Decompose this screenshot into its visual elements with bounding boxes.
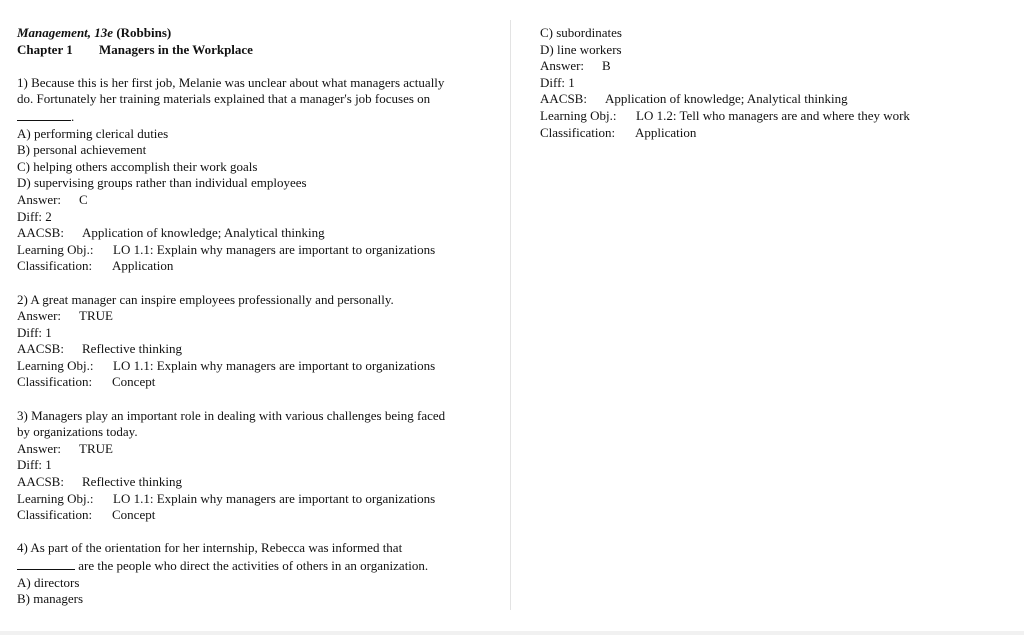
diff-line: Diff: 2 [17,208,52,224]
aacsb-line: AACSB: Reflective thinking [17,474,183,490]
chapter-heading [17,42,489,59]
question-1 [17,75,489,275]
option-c: C) subordinates [540,25,622,40]
diff-value: 2 [45,208,52,224]
classification-line: Classification: Concept [17,374,156,390]
option-d: D) supervising groups rather than individual employees [17,175,307,191]
diff-line: Diff: 1 [540,74,575,90]
answer-value: TRUE [79,308,113,324]
learning-obj-line: Learning Obj.: LO 1.2: Tell who managers are and where they work [540,107,910,123]
classification-line: Classification: Concept [17,507,156,523]
chapter-title: Managers in the Workplace [99,41,253,57]
answer-value: TRUE [79,440,113,456]
question-3 [17,408,489,524]
aacsb-line: AACSB: Reflective thinking [17,341,183,357]
question-stem: do. Fortunately her training materials explained that a manager's job focuses on [17,91,431,107]
question-4-continued [540,25,1000,141]
aacsb-value: Application of knowledge; Analytical thinking [605,91,848,107]
column-divider [510,20,511,610]
aacsb-value: Reflective thinking [82,341,183,357]
diff-line: Diff: 1 [17,324,52,340]
learning-obj-line: Learning Obj.: LO 1.1: Explain why managers are important to organizations [17,241,436,257]
learning-obj-value: LO 1.1: Explain why managers are important to organizations [113,490,436,506]
classification-line: Classification: Application [540,124,697,140]
option-d: D) line workers [540,41,622,57]
answer-line: Answer: TRUE [17,308,113,324]
aacsb-line: AACSB: Application of knowledge; Analytical thinking [17,225,325,241]
left-column [17,25,489,608]
diff-value: 1 [45,457,52,473]
question-blank-line: are the people who direct the activities of others in an organization. [17,557,489,575]
right-column [540,25,1000,141]
question-stem: 2) A great manager can inspire employees professionally and personally. [17,291,394,307]
classification-line: Classification: Application [17,258,174,274]
book-title-line [17,25,489,42]
learning-obj-line: Learning Obj.: LO 1.1: Explain why managers are important to organizations [17,490,436,506]
question-blank-line: . [17,108,489,126]
answer-line: Answer: C [17,191,88,207]
classification-value: Concept [112,507,156,523]
question-2 [17,292,489,392]
option-b: B) personal achievement [17,142,147,158]
aacsb-line: AACSB: Application of knowledge; Analytical thinking [540,91,848,107]
learning-obj-line: Learning Obj.: LO 1.1: Explain why managers are important to organizations [17,357,436,373]
window-bottom-edge [0,631,1024,635]
answer-blank [17,557,75,570]
book-title: Management, 13e [17,25,114,40]
book-author: (Robbins) [116,25,172,40]
learning-obj-value: LO 1.1: Explain why managers are important to organizations [113,241,436,257]
option-a: A) performing clerical duties [17,125,169,141]
answer-value: B [602,58,611,74]
aacsb-value: Application of knowledge; Analytical thinking [82,225,325,241]
learning-obj-value: LO 1.1: Explain why managers are important to organizations [113,357,436,373]
answer-blank [17,108,71,121]
option-b: B) managers [17,591,84,607]
classification-value: Application [112,258,174,274]
chapter-number: Chapter 1 [17,41,73,57]
question-4 [17,540,489,607]
option-a: A) directors [17,574,80,590]
diff-value: 1 [568,74,575,90]
aacsb-value: Reflective thinking [82,474,183,490]
classification-value: Application [635,124,697,140]
answer-value: C [79,191,88,207]
question-stem: 4) As part of the orientation for her internship, Rebecca was informed that [17,540,403,556]
option-c: C) helping others accomplish their work goals [17,158,258,174]
question-stem: 1) Because this is her first job, Melanie was unclear about what managers actually [17,74,445,90]
answer-line: Answer: B [540,58,611,74]
question-stem: by organizations today. [17,424,138,440]
classification-value: Concept [112,374,156,390]
diff-value: 1 [45,324,52,340]
diff-line: Diff: 1 [17,457,52,473]
learning-obj-value: LO 1.2: Tell who managers are and where they work [636,107,910,123]
answer-line: Answer: TRUE [17,440,113,456]
question-stem: 3) Managers play an important role in dealing with various challenges being faced [17,407,446,423]
